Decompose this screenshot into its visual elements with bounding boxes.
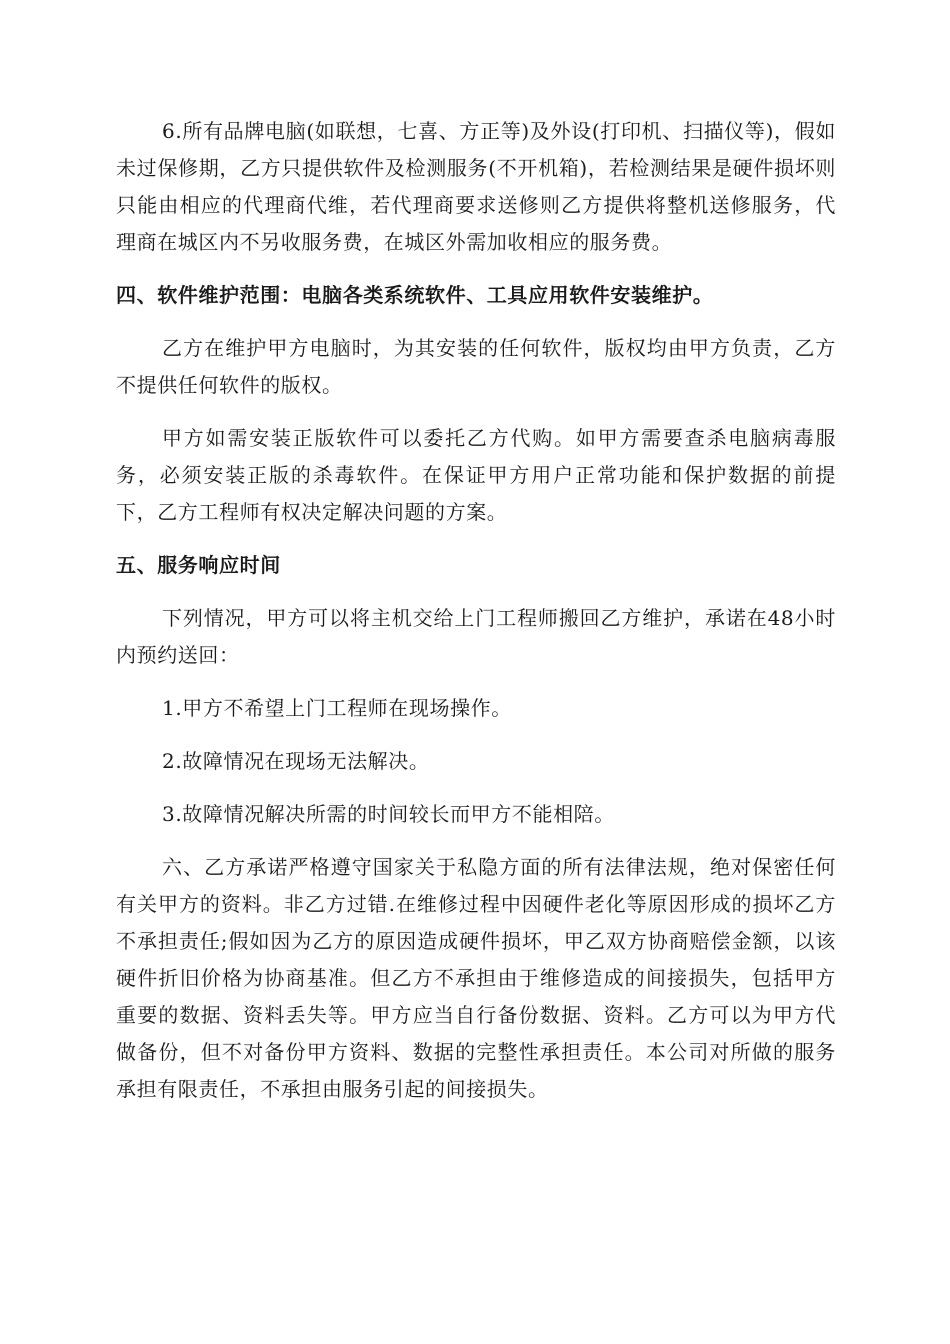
list-item: 1.甲方不希望上门工程师在现场操作。: [162, 696, 512, 720]
list-item: 3.故障情况解决所需的时间较长而甲方不能相陪。: [162, 802, 615, 826]
paragraph-item-6: 6.所有品牌电脑(如联想，七喜、方正等)及外设(打印机、扫描仪等)，假如未过保修期，乙方只提供软件及检测服务(不开机箱)，若检测结果是硬件损坏则只能由相应的代理商代维，若代理商要求送修则乙方提供将整机送修服务，代理商在城区内不另收服务费，在城区外需加收相应的服务费。: [116, 119, 836, 254]
paragraph-software-copyright: 乙方在维护甲方电脑时，为其安装的任何软件，版权均由甲方负责，乙方不提供任何软件的版权。: [116, 336, 836, 397]
paragraph-software-purchase: 甲方如需安装正版软件可以委托乙方代购。如甲方需要查杀电脑病毒服务，必须安装正版的杀毒软件。在保证甲方用户正常功能和保护数据的前提下，乙方工程师有权决定解决问题的方案。: [116, 426, 836, 524]
paragraph-privacy-liability: 六、乙方承诺严格遵守国家关于私隐方面的所有法律法规，绝对保密任何有关甲方的资料。非乙方过错.在维修过程中因硬件老化等原因形成的损坏乙方不承担责任;假如因为乙方的原因造成硬件损坏，甲乙双方协商赔偿金额，以该硬件折旧价格为协商基准。但乙方不承担由于维修造成的间接损失，包括甲方重要的数据、资料丢失等。甲方应当自行备份数据、资料。乙方可以为甲方代做备份，但不对备份甲方资料、数据的完整性承担责任。本公司对所做的服务承担有限责任，不承担由服务引起的间接损失。: [116, 855, 836, 1101]
paragraph-response-conditions: 下列情况，甲方可以将主机交给上门工程师搬回乙方维护，承诺在48小时内预约送回：: [116, 606, 836, 667]
list-item: 2.故障情况在现场无法解决。: [162, 749, 430, 773]
document-page: [116, 113, 836, 1124]
section-heading-software-maintenance: 四、软件维护范围：电脑各类系统软件、工具应用软件安装维护。: [116, 283, 714, 307]
section-heading-response-time: 五、服务响应时间: [116, 553, 281, 577]
